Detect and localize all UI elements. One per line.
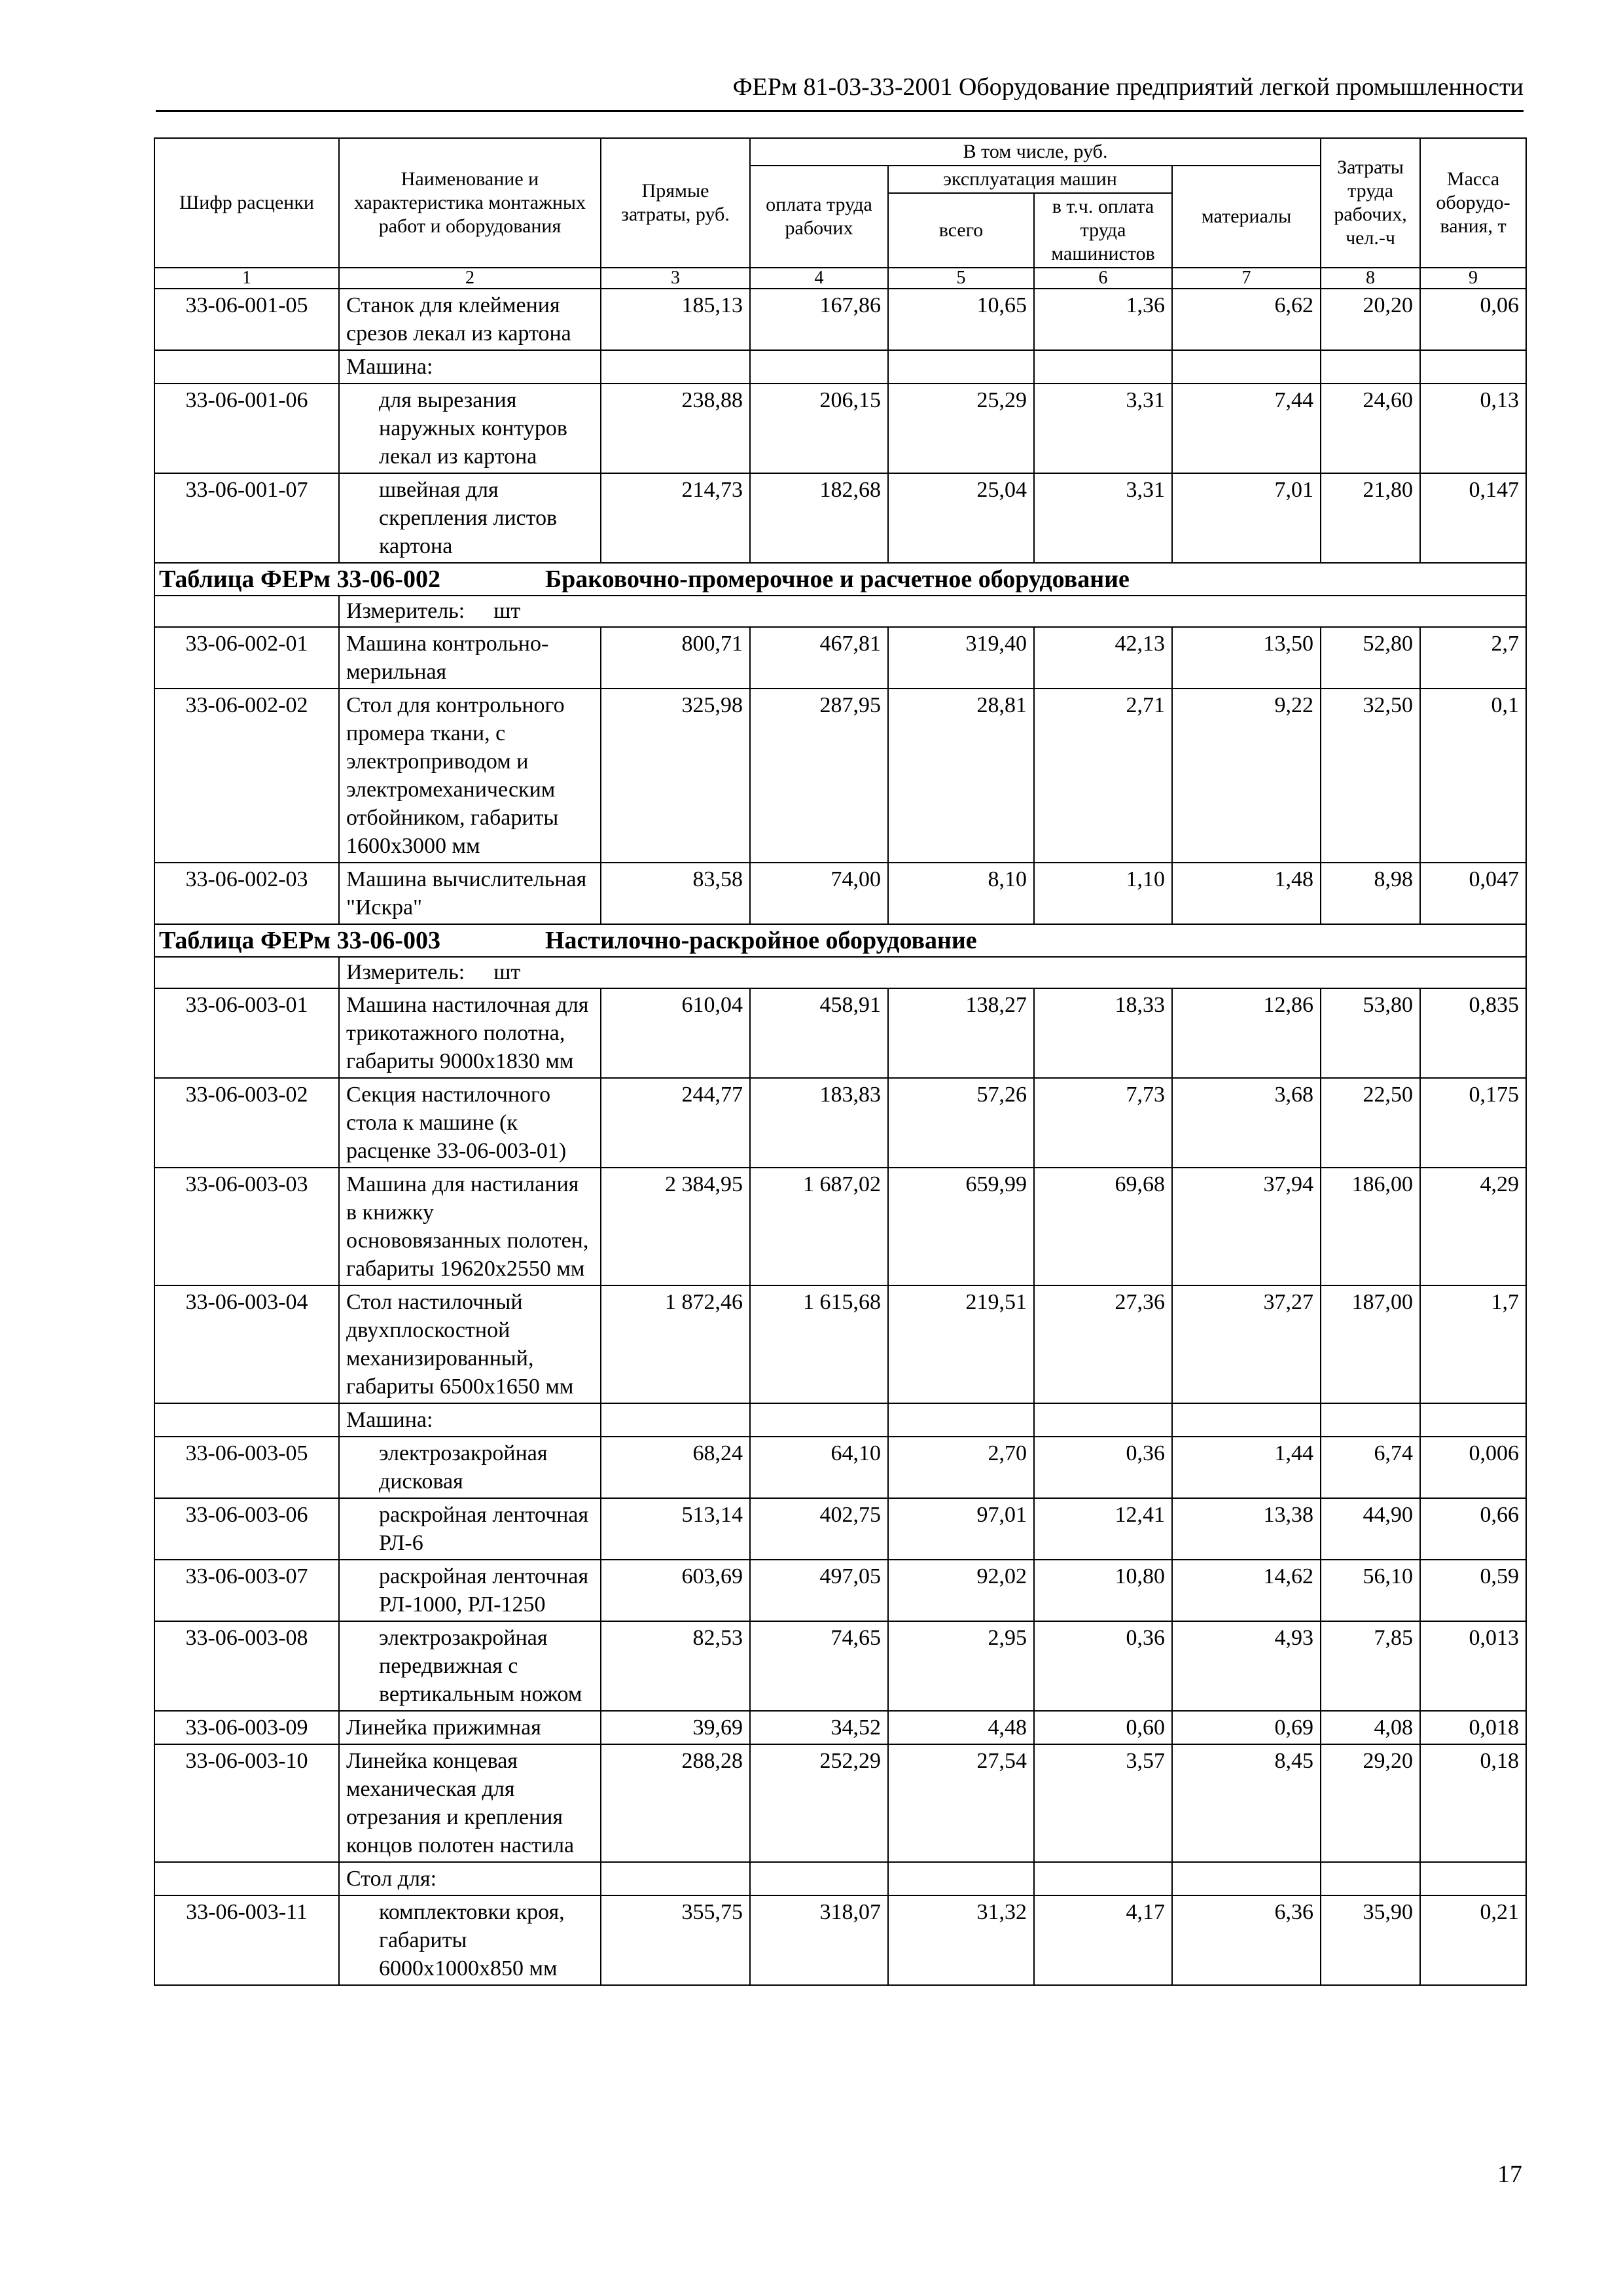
item-name: Стол для контрольного промера ткани, с электроприводом и электромеханическим отбойником, габариты 1600х3000 мм — [346, 693, 565, 858]
labor-hours: 21,80 — [1321, 473, 1420, 563]
materials-cost: 1,44 — [1172, 1437, 1321, 1498]
direct-cost: 288,28 — [601, 1744, 750, 1862]
labor-pay: 287,95 — [750, 689, 888, 863]
table-row — [154, 473, 1526, 563]
table-row — [154, 1560, 1526, 1621]
section-code: Таблица ФЕРм 33-06-002 — [159, 565, 440, 593]
table-row — [154, 1711, 1526, 1744]
section-title-row — [154, 924, 1526, 957]
materials-cost: 37,94 — [1172, 1168, 1321, 1285]
materials-cost: 0,69 — [1172, 1711, 1321, 1744]
equipment-mass: 2,7 — [1420, 627, 1526, 689]
head-machinist-pay: в т.ч. оплата труда машинистов — [1034, 193, 1172, 268]
rate-code: 33-06-003-07 — [154, 1560, 339, 1621]
labor-hours: 22,50 — [1321, 1078, 1420, 1168]
rate-code: 33-06-001-06 — [154, 384, 339, 473]
machinist-pay: 10,80 — [1034, 1560, 1172, 1621]
head-machines: эксплуатация машин — [888, 166, 1172, 193]
table-row — [154, 1498, 1526, 1560]
direct-cost: 513,14 — [601, 1498, 750, 1560]
group-label-row — [154, 350, 1526, 384]
rate-code: 33-06-003-06 — [154, 1498, 339, 1560]
rate-code: 33-06-003-03 — [154, 1168, 339, 1285]
item-name: для вырезания наружных контуров лекал из картона — [379, 388, 567, 469]
head-name: Наименование и характеристика монтажных работ и оборудования — [339, 138, 601, 268]
equipment-mass: 0,013 — [1420, 1621, 1526, 1711]
labor-hours: 4,08 — [1321, 1711, 1420, 1744]
labor-hours: 24,60 — [1321, 384, 1420, 473]
labor-pay: 1 615,68 — [750, 1285, 888, 1403]
machinist-pay: 4,17 — [1034, 1895, 1172, 1985]
rate-code: 33-06-003-04 — [154, 1285, 339, 1403]
direct-cost: 800,71 — [601, 627, 750, 689]
column-number: 5 — [888, 268, 1034, 289]
item-name: Секция настилочного стола к машине (к расценке 33-06-003-01) — [346, 1083, 567, 1163]
item-name: Машина для настилания в книжку основовязанных полотен, габариты 19620х2550 мм — [346, 1172, 589, 1281]
materials-cost: 6,62 — [1172, 289, 1321, 350]
measure-label: Измеритель: — [346, 960, 465, 984]
labor-pay: 206,15 — [750, 384, 888, 473]
equipment-mass: 0,147 — [1420, 473, 1526, 563]
machinist-pay: 12,41 — [1034, 1498, 1172, 1560]
machinist-pay: 2,71 — [1034, 689, 1172, 863]
machine-cost: 138,27 — [888, 988, 1034, 1078]
direct-cost: 355,75 — [601, 1895, 750, 1985]
column-number: 2 — [339, 268, 601, 289]
measure-unit: шт — [493, 960, 521, 984]
equipment-mass: 0,175 — [1420, 1078, 1526, 1168]
table-row — [154, 1895, 1526, 1985]
item-name: Станок для клеймения срезов лекал из картона — [346, 293, 571, 346]
materials-cost: 6,36 — [1172, 1895, 1321, 1985]
labor-hours: 44,90 — [1321, 1498, 1420, 1560]
labor-pay: 458,91 — [750, 988, 888, 1078]
measure-unit: шт — [493, 599, 521, 623]
labor-hours: 8,98 — [1321, 863, 1420, 924]
labor-hours: 35,90 — [1321, 1895, 1420, 1985]
equipment-mass: 0,06 — [1420, 289, 1526, 350]
head-code: Шифр расценки — [154, 138, 339, 268]
rate-code: 33-06-003-05 — [154, 1437, 339, 1498]
column-number: 3 — [601, 268, 750, 289]
measure-row — [154, 957, 1526, 988]
direct-cost: 244,77 — [601, 1078, 750, 1168]
materials-cost: 12,86 — [1172, 988, 1321, 1078]
machine-cost: 27,54 — [888, 1744, 1034, 1862]
labor-pay: 402,75 — [750, 1498, 888, 1560]
direct-cost: 325,98 — [601, 689, 750, 863]
section-title: Браковочно-промерочное и расчетное оборудование — [545, 565, 1130, 593]
rate-code: 33-06-002-02 — [154, 689, 339, 863]
labor-pay: 182,68 — [750, 473, 888, 563]
head-machines-total: всего — [888, 193, 1034, 268]
table-row — [154, 1168, 1526, 1285]
group-label-row — [154, 1403, 1526, 1437]
direct-cost: 214,73 — [601, 473, 750, 563]
head-materials: материалы — [1172, 166, 1321, 268]
machinist-pay: 7,73 — [1034, 1078, 1172, 1168]
column-number: 4 — [750, 268, 888, 289]
machinist-pay: 3,57 — [1034, 1744, 1172, 1862]
labor-hours: 56,10 — [1321, 1560, 1420, 1621]
direct-cost: 603,69 — [601, 1560, 750, 1621]
machine-cost: 31,32 — [888, 1895, 1034, 1985]
item-name: Машина контрольно-мерильная — [346, 632, 549, 684]
item-name: швейная для скрепления листов картона — [379, 478, 558, 558]
machine-cost: 2,95 — [888, 1621, 1034, 1711]
materials-cost: 8,45 — [1172, 1744, 1321, 1862]
group-label: Машина: — [339, 350, 601, 384]
labor-hours: 32,50 — [1321, 689, 1420, 863]
materials-cost: 4,93 — [1172, 1621, 1321, 1711]
item-name: Машина настилочная для трикотажного полотна, габариты 9000х1830 мм — [346, 993, 589, 1073]
materials-cost: 7,44 — [1172, 384, 1321, 473]
table-row — [154, 627, 1526, 689]
rate-code: 33-06-001-05 — [154, 289, 339, 350]
page-number: 17 — [1497, 2161, 1522, 2188]
machine-cost: 28,81 — [888, 689, 1034, 863]
section-title: Настилочно-раскройное оборудование — [545, 927, 977, 954]
labor-pay: 252,29 — [750, 1744, 888, 1862]
machinist-pay: 1,10 — [1034, 863, 1172, 924]
equipment-mass: 0,835 — [1420, 988, 1526, 1078]
column-number: 1 — [154, 268, 339, 289]
rate-code: 33-06-003-08 — [154, 1621, 339, 1711]
measure-row — [154, 596, 1526, 627]
labor-pay: 64,10 — [750, 1437, 888, 1498]
head-labor: Затраты труда рабочих, чел.-ч — [1321, 138, 1420, 268]
direct-cost: 185,13 — [601, 289, 750, 350]
machinist-pay: 3,31 — [1034, 473, 1172, 563]
group-label: Машина: — [339, 1403, 601, 1437]
equipment-mass: 1,7 — [1420, 1285, 1526, 1403]
materials-cost: 7,01 — [1172, 473, 1321, 563]
table-row — [154, 689, 1526, 863]
direct-cost: 83,58 — [601, 863, 750, 924]
machinist-pay: 3,31 — [1034, 384, 1172, 473]
item-name: раскройная ленточная РЛ-1000, РЛ-1250 — [379, 1564, 589, 1617]
rate-code: 33-06-003-10 — [154, 1744, 339, 1862]
machine-cost: 2,70 — [888, 1437, 1034, 1498]
group-label: Стол для: — [339, 1862, 601, 1895]
machinist-pay: 0,36 — [1034, 1621, 1172, 1711]
labor-hours: 6,74 — [1321, 1437, 1420, 1498]
labor-hours: 20,20 — [1321, 289, 1420, 350]
machine-cost: 659,99 — [888, 1168, 1034, 1285]
labor-pay: 183,83 — [750, 1078, 888, 1168]
column-number: 9 — [1420, 268, 1526, 289]
equipment-mass: 0,13 — [1420, 384, 1526, 473]
machine-cost: 319,40 — [888, 627, 1034, 689]
rate-code: 33-06-003-11 — [154, 1895, 339, 1985]
rate-code: 33-06-003-01 — [154, 988, 339, 1078]
direct-cost: 238,88 — [601, 384, 750, 473]
machinist-pay: 0,36 — [1034, 1437, 1172, 1498]
machinist-pay: 42,13 — [1034, 627, 1172, 689]
equipment-mass: 0,66 — [1420, 1498, 1526, 1560]
materials-cost: 14,62 — [1172, 1560, 1321, 1621]
group-label-row — [154, 1862, 1526, 1895]
labor-hours: 7,85 — [1321, 1621, 1420, 1711]
head-direct: Прямые затраты, руб. — [601, 138, 750, 268]
column-number: 6 — [1034, 268, 1172, 289]
labor-hours: 29,20 — [1321, 1744, 1420, 1862]
section-code: Таблица ФЕРм 33-06-003 — [159, 927, 440, 954]
labor-pay: 497,05 — [750, 1560, 888, 1621]
machinist-pay: 0,60 — [1034, 1711, 1172, 1744]
machine-cost: 10,65 — [888, 289, 1034, 350]
machine-cost: 92,02 — [888, 1560, 1034, 1621]
item-name: электрозакройная передвижная с вертикальным ножом — [379, 1626, 582, 1706]
direct-cost: 82,53 — [601, 1621, 750, 1711]
table-row — [154, 384, 1526, 473]
machine-cost: 8,10 — [888, 863, 1034, 924]
machinist-pay: 69,68 — [1034, 1168, 1172, 1285]
labor-pay: 467,81 — [750, 627, 888, 689]
machinist-pay: 27,36 — [1034, 1285, 1172, 1403]
item-name: раскройная ленточная РЛ-6 — [379, 1503, 589, 1555]
machine-cost: 4,48 — [888, 1711, 1034, 1744]
table-row — [154, 1437, 1526, 1498]
table-row — [154, 1285, 1526, 1403]
machinist-pay: 1,36 — [1034, 289, 1172, 350]
measure-label: Измеритель: — [346, 599, 465, 623]
direct-cost: 610,04 — [601, 988, 750, 1078]
table-row — [154, 1744, 1526, 1862]
materials-cost: 13,50 — [1172, 627, 1321, 689]
column-number: 7 — [1172, 268, 1321, 289]
price-table — [154, 137, 1527, 1986]
rate-code: 33-06-001-07 — [154, 473, 339, 563]
materials-cost: 37,27 — [1172, 1285, 1321, 1403]
rate-code: 33-06-003-09 — [154, 1711, 339, 1744]
table-row — [154, 1078, 1526, 1168]
materials-cost: 1,48 — [1172, 863, 1321, 924]
item-name: Стол настилочный двухплоскостной механизированный, габариты 6500х1650 мм — [346, 1290, 574, 1399]
labor-pay: 74,65 — [750, 1621, 888, 1711]
machinist-pay: 18,33 — [1034, 988, 1172, 1078]
labor-pay: 74,00 — [750, 863, 888, 924]
equipment-mass: 0,1 — [1420, 689, 1526, 863]
labor-pay: 34,52 — [750, 1711, 888, 1744]
table-row — [154, 988, 1526, 1078]
column-number: 8 — [1321, 268, 1420, 289]
item-name: Линейка прижимная — [346, 1715, 541, 1740]
machine-cost: 97,01 — [888, 1498, 1034, 1560]
head-incl: В том числе, руб. — [750, 138, 1321, 166]
item-name: электрозакройная дисковая — [379, 1441, 548, 1494]
direct-cost: 68,24 — [601, 1437, 750, 1498]
machine-cost: 219,51 — [888, 1285, 1034, 1403]
equipment-mass: 0,018 — [1420, 1711, 1526, 1744]
labor-pay: 318,07 — [750, 1895, 888, 1985]
materials-cost: 13,38 — [1172, 1498, 1321, 1560]
rate-code: 33-06-003-02 — [154, 1078, 339, 1168]
table-row — [154, 1621, 1526, 1711]
labor-hours: 186,00 — [1321, 1168, 1420, 1285]
running-header — [156, 71, 1524, 112]
direct-cost: 1 872,46 — [601, 1285, 750, 1403]
item-name: Линейка концевая механическая для отрезания и крепления концов полотен настила — [346, 1749, 575, 1857]
equipment-mass: 0,047 — [1420, 863, 1526, 924]
section-title-row — [154, 563, 1526, 596]
materials-cost: 9,22 — [1172, 689, 1321, 863]
item-name: комплектовки кроя, габариты 6000х1000х850 мм — [379, 1900, 565, 1981]
labor-hours: 187,00 — [1321, 1285, 1420, 1403]
labor-hours: 52,80 — [1321, 627, 1420, 689]
head-labor-pay: оплата труда рабочих — [750, 166, 888, 268]
materials-cost: 3,68 — [1172, 1078, 1321, 1168]
table-body — [154, 289, 1526, 1985]
equipment-mass: 0,59 — [1420, 1560, 1526, 1621]
column-numbers-row — [154, 268, 1526, 289]
labor-pay: 167,86 — [750, 289, 888, 350]
equipment-mass: 4,29 — [1420, 1168, 1526, 1285]
header-title: ФЕРм 81-03-33-2001 Оборудование предприятий легкой промышленности — [732, 73, 1524, 101]
item-name: Машина вычислительная "Искра" — [346, 867, 587, 920]
machine-cost: 25,04 — [888, 473, 1034, 563]
direct-cost: 2 384,95 — [601, 1168, 750, 1285]
labor-hours: 53,80 — [1321, 988, 1420, 1078]
direct-cost: 39,69 — [601, 1711, 750, 1744]
table-row — [154, 863, 1526, 924]
table-row — [154, 289, 1526, 350]
labor-pay: 1 687,02 — [750, 1168, 888, 1285]
head-mass: Масса оборудо-вания, т — [1420, 138, 1526, 268]
rate-code: 33-06-002-03 — [154, 863, 339, 924]
equipment-mass: 0,006 — [1420, 1437, 1526, 1498]
equipment-mass: 0,21 — [1420, 1895, 1526, 1985]
machine-cost: 25,29 — [888, 384, 1034, 473]
rate-code: 33-06-002-01 — [154, 627, 339, 689]
machine-cost: 57,26 — [888, 1078, 1034, 1168]
equipment-mass: 0,18 — [1420, 1744, 1526, 1862]
